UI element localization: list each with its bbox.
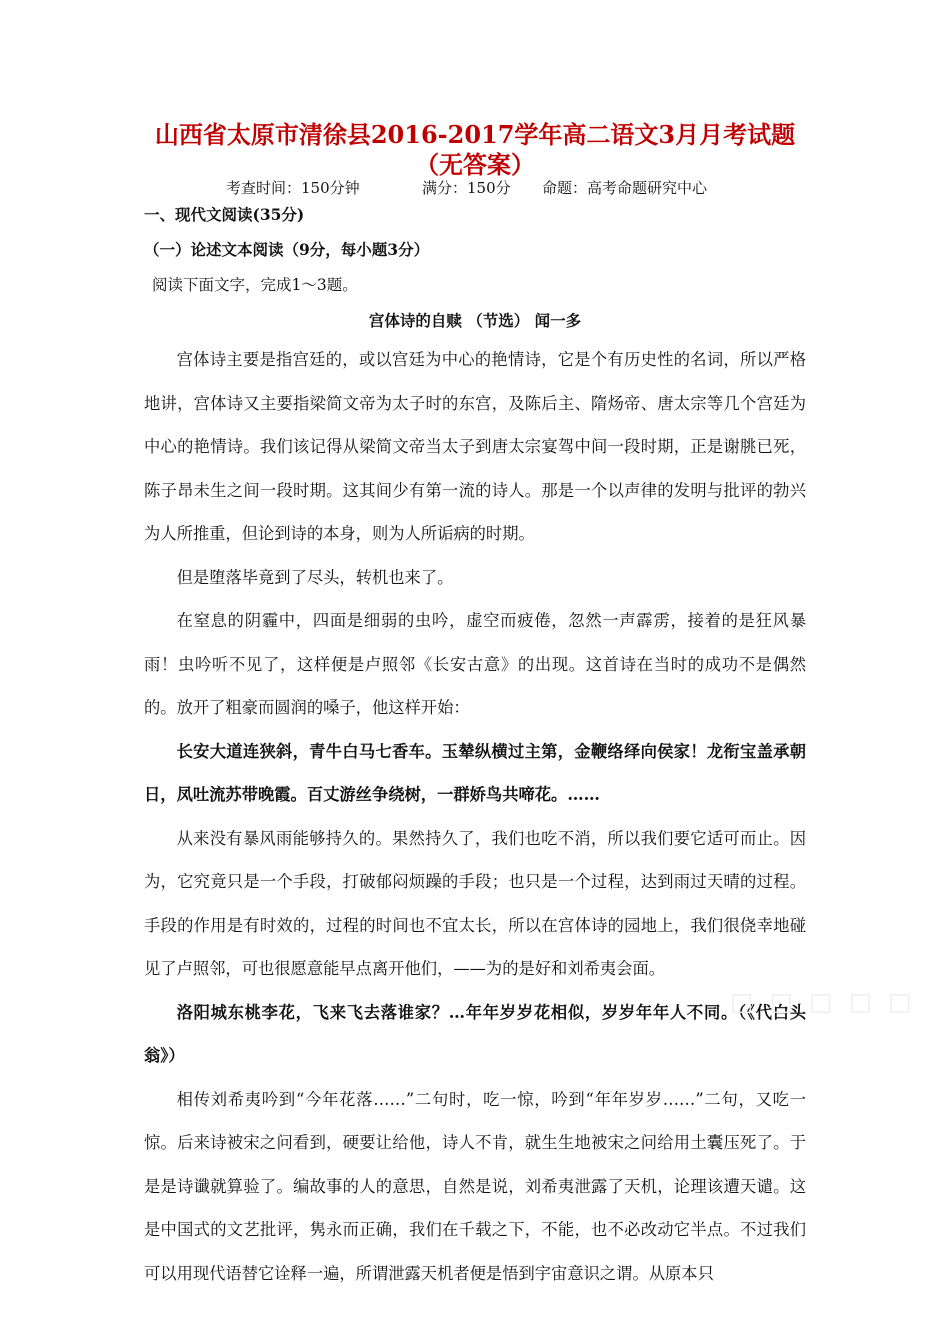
watermark: ☐ ☐ ☐ ☐ ☐ — [730, 990, 916, 1020]
article-body — [144, 338, 806, 1295]
poem-quote: 洛阳城东桃李花，飞来飞去落谁家？…年年岁岁花相似，岁岁年年人不同。（《代白头翁》） — [144, 1002, 806, 1065]
instruction-text: 阅读下面文字，完成1～3题。 — [152, 276, 358, 294]
paragraph: 相传刘希夷吟到“今年花落……”二句时，吃一惊，吟到“年年岁岁……”二句，又吃一惊。后来诗被宋之问看到，硬要让给他，诗人不肯，就生生地被宋之问给用土囊压死了。于是是诗谶就算验了。编故事的人的意思，自然是说，刘希夷泄露了天机，论理该遭天谴。这是中国式的文艺批评，隽永而正确，我们在千载之下，不能，也不必改动它半点。不过我们可以用现代语替它诠释一遍，所谓泄露天机者便是悟到宇宙意识之谓。从原本只 — [144, 1089, 806, 1283]
exam-title: 山西省太原市清徐县2016-2017学年高二语文3月月考试题（无答案） — [154, 120, 796, 179]
exam-author: 命题：高考命题研究中心 — [542, 179, 708, 197]
exam-score: 满分：150分 — [422, 179, 511, 197]
exam-time: 考查时间：150分钟 — [226, 179, 360, 197]
paragraph: 宫体诗主要是指宫廷的，或以宫廷为中心的艳情诗，它是个有历史性的名词，所以严格地讲，宫体诗又主要指梁简文帝为太子时的东宫，及陈后主、隋炀帝、唐太宗等几个宫廷为中心的艳情诗。我们该记得从梁简文帝当太子到唐太宗宴驾中间一段时期，正是谢朓已死，陈子昂未生之间一段时期。这其间少有第一流的诗人。那是一个以声律的发明与批评的勃兴为人所推重，但论到诗的本身，则为人所诟病的时期。 — [144, 350, 806, 543]
section-heading: 一、现代文阅读(35分) — [144, 205, 305, 224]
paragraph: 但是堕落毕竟到了尽头，转机也来了。 — [176, 567, 454, 587]
article-title: 宫体诗的自赎 （节选） 闻一多 — [368, 311, 582, 330]
paragraph: 在窒息的阴霾中，四面是细弱的虫吟，虚空而疲倦，忽然一声霹雳，接着的是狂风暴雨！虫吟听不见了，这样便是卢照邻《长安古意》的出现。这首诗在当时的成功不是偶然的。放开了粗豪而圆润的嗓子，他这样开始： — [144, 611, 806, 717]
paragraph: 从来没有暴风雨能够持久的。果然持久了，我们也吃不消，所以我们要它适可而止。因为，它究竟只是一个手段，打破郁闷烦躁的手段；也只是一个过程，达到雨过天晴的过程。手段的作用是有时效的，过程的时间也不宜太长，所以在宫体诗的园地上，我们很侥幸地碰见了卢照邻，可也很愿意能早点离开他们，——为的是好和刘希夷会面。 — [144, 828, 806, 978]
subsection-heading: （一）论述文本阅读（9分，每小题3分） — [144, 240, 430, 259]
poem-quote: 长安大道连狭斜，青牛白马七香车。玉辇纵横过主第，金鞭络绎向侯家！龙衔宝盖承朝日，凤吐流苏带晚霞。百丈游丝争绕树，一群娇鸟共啼花。…… — [144, 741, 806, 804]
